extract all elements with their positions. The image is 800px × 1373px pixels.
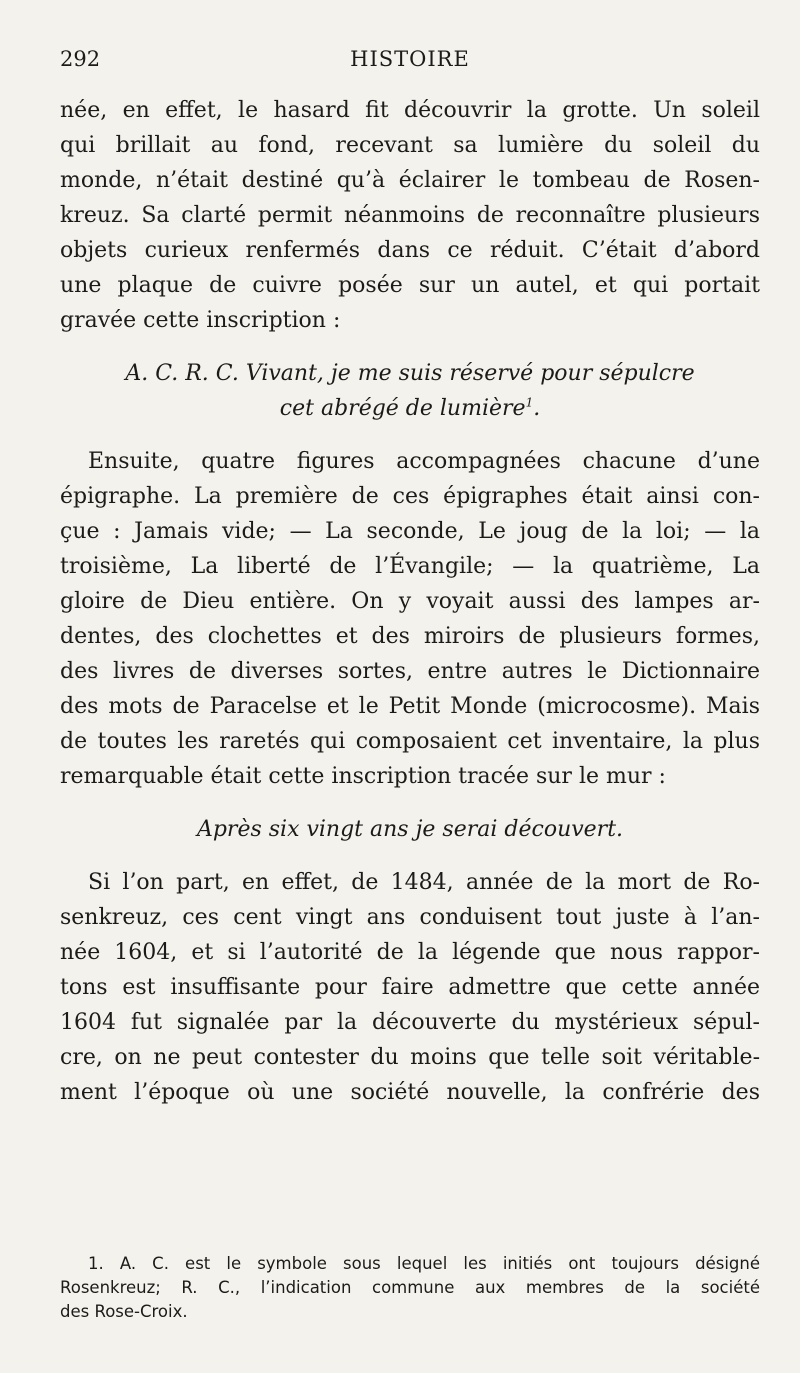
page-number: 292 [60, 47, 101, 71]
text-line: 1604 fut signalée par la découverte du mystérieux sépul- [60, 1010, 760, 1035]
text-line: tons est insuffisante pour faire admettre que cette année [60, 975, 760, 1000]
footnote-marker: 1 [525, 395, 534, 410]
text-line: née 1604, et si l’autorité de la légende que nous rappor- [60, 940, 760, 965]
footnote-line: des Rose-Croix. [60, 1302, 188, 1321]
text-line: kreuz. Sa clarté permit néanmoins de reconnaître plusieurs [60, 203, 760, 228]
text-line: çue : Jamais vide; — La seconde, Le joug de la loi; — la [60, 519, 760, 544]
body-text [60, 93, 760, 1110]
text-line: remarquable était cette inscription tracée sur le mur : [60, 764, 666, 789]
text-line: une plaque de cuivre posée sur un autel, et qui portait [60, 273, 760, 298]
text-line: ment l’époque où une société nouvelle, la confrérie des [60, 1080, 760, 1105]
text-line: senkreuz, ces cent vingt ans conduisent tout juste à l’an- [60, 905, 760, 930]
text-line: qui brillait au fond, recevant sa lumière du soleil du [60, 133, 760, 158]
running-head [60, 47, 760, 77]
text-line: Si l’on part, en effet, de 1484, année de la mort de Ro- [88, 870, 760, 895]
text-line: gravée cette inscription : [60, 308, 341, 333]
footnotes [60, 1252, 760, 1324]
inscription-line: A. C. R. C. Vivant, je me suis réservé pour sépulcre [125, 361, 695, 386]
text-line: Ensuite, quatre figures accompagnées chacune d’une [88, 449, 760, 474]
text-line: cre, on ne peut contester du moins que telle soit véritable- [60, 1045, 760, 1070]
text-line: monde, n’était destiné qu’à éclairer le tombeau de Rosen- [60, 168, 760, 193]
text-line: dentes, des clochettes et des miroirs de plusieurs formes, [60, 624, 760, 649]
inscription-end: . [533, 396, 541, 421]
wall-inscription: Après six vingt ans je serai découvert. [196, 817, 624, 842]
text-line: de toutes les raretés qui composaient cet inventaire, la plus [60, 729, 760, 754]
text-line: des mots de Paracelse et le Petit Monde (microcosme). Mais [60, 694, 760, 719]
text-line: épigraphe. La première de ces épigraphes était ainsi con- [60, 484, 760, 509]
running-title: HISTOIRE [350, 47, 470, 71]
text-line: gloire de Dieu entière. On y voyait aussi des lampes ar- [60, 589, 760, 614]
inscription-line [60, 391, 760, 426]
text-line: née, en effet, le hasard fit découvrir la grotte. Un soleil [60, 98, 760, 123]
text-line: troisième, La liberté de l’Évangile; — la quatrième, La [60, 554, 760, 579]
text-line: objets curieux renfermés dans ce réduit. C’était d’abord [60, 238, 760, 263]
book-page [60, 0, 760, 1373]
footnote-line: 1. A. C. est le symbole sous lequel les initiés ont toujours désigné [88, 1254, 760, 1273]
inscription-text: cet abrégé de lumière [279, 396, 526, 421]
text-line: des livres de diverses sortes, entre autres le Dictionnaire [60, 659, 760, 684]
footnote-line: Rosenkreuz; R. C., l’indication commune aux membres de la société [60, 1278, 760, 1297]
